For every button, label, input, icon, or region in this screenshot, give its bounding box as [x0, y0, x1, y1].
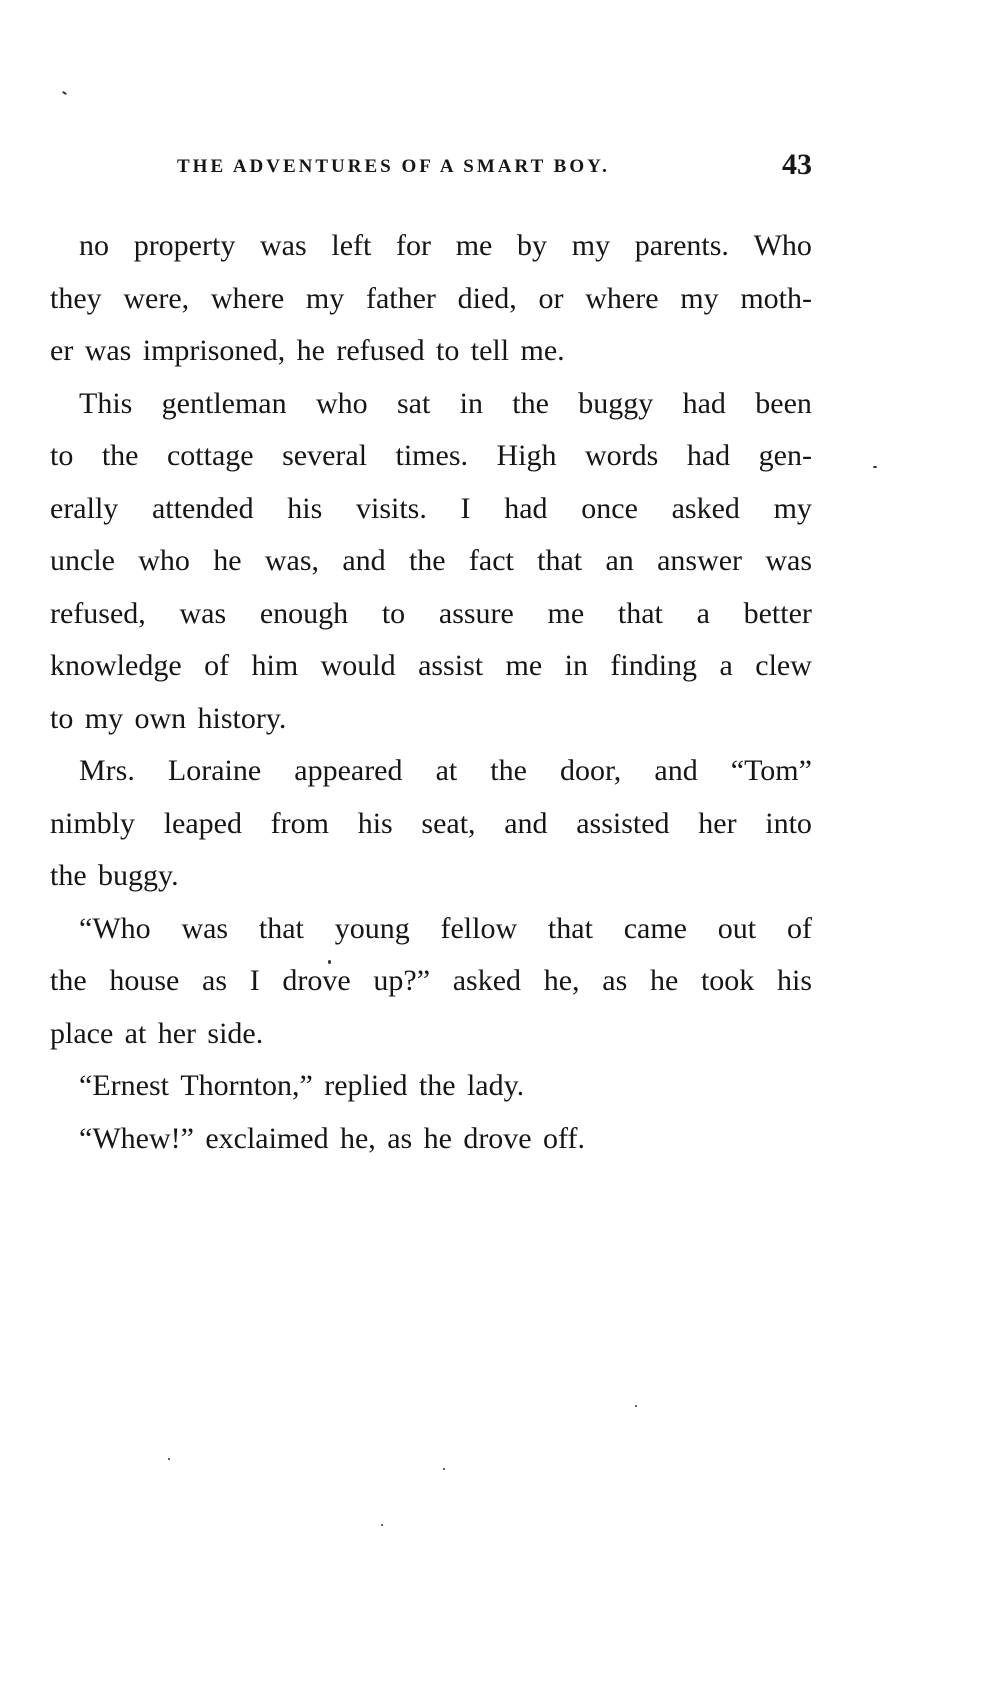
word: to — [436, 334, 460, 367]
word: his — [776, 964, 812, 997]
word: that — [537, 544, 583, 577]
word: drove — [282, 964, 351, 997]
word: into — [765, 806, 812, 840]
text-line — [50, 798, 812, 851]
word: to — [50, 439, 74, 472]
word: at — [124, 1016, 147, 1050]
word: were, — [123, 281, 190, 315]
running-title: THE ADVENTURES OF A SMART BOY. — [177, 156, 610, 177]
word: off. — [543, 1121, 585, 1155]
paragraph — [50, 378, 812, 746]
word: tell — [470, 334, 510, 367]
word: er — [50, 334, 74, 367]
word: that — [258, 911, 304, 945]
paragraph — [50, 1060, 812, 1113]
word: as — [387, 1121, 413, 1155]
word: uncle — [50, 544, 115, 577]
word: “Whew!” — [79, 1121, 194, 1155]
word: the — [418, 1069, 456, 1102]
word: was, — [264, 544, 320, 577]
paragraph — [50, 220, 812, 378]
text-line — [50, 693, 812, 746]
word: my — [773, 491, 812, 525]
word: This — [79, 386, 133, 420]
word: a — [719, 649, 733, 682]
word: or — [538, 281, 564, 315]
word: had — [686, 439, 731, 472]
word: he, — [339, 1121, 376, 1155]
word: where — [585, 281, 659, 315]
word: appeared — [294, 754, 403, 787]
word: me — [547, 596, 585, 630]
word: he — [423, 1121, 452, 1155]
word: sat — [396, 386, 431, 420]
word: the — [512, 386, 549, 420]
text-line — [50, 1008, 812, 1061]
paragraph — [50, 745, 812, 903]
word: he — [296, 334, 325, 367]
word: my — [305, 281, 345, 315]
word: no — [79, 229, 109, 262]
word: assisted — [576, 806, 670, 840]
word: me — [505, 649, 543, 682]
word: in — [459, 386, 483, 420]
word: took — [700, 964, 755, 997]
scan-speck — [381, 1524, 383, 1526]
word: Mrs. — [79, 754, 135, 787]
word: he — [649, 964, 679, 997]
word: enough — [259, 596, 349, 630]
word: lady. — [466, 1069, 525, 1102]
text-line — [50, 1060, 812, 1113]
word: assist — [418, 649, 484, 682]
word: me. — [520, 334, 565, 367]
word: left — [331, 229, 372, 262]
word: died, — [457, 281, 517, 315]
word: was — [181, 911, 229, 945]
word: where — [210, 281, 285, 315]
word: at — [435, 754, 458, 787]
word: came — [623, 911, 687, 945]
word: property — [133, 229, 236, 262]
paragraph — [50, 1113, 812, 1166]
text-line — [50, 903, 812, 956]
word: fact — [468, 544, 514, 577]
word: me — [455, 229, 493, 262]
text-line — [50, 850, 812, 903]
word: as — [602, 964, 628, 997]
word: my — [571, 229, 611, 262]
word: several — [282, 439, 368, 472]
word: and — [654, 754, 698, 787]
word: to — [50, 701, 74, 735]
scan-speck — [635, 1405, 637, 1407]
word: attended — [151, 491, 254, 525]
word: drove — [463, 1121, 532, 1155]
word: fellow — [440, 911, 518, 945]
word: side. — [207, 1016, 264, 1050]
text-line — [50, 273, 812, 326]
word: had — [682, 386, 726, 420]
word: of — [786, 911, 812, 945]
text-line — [50, 483, 812, 536]
word: assure — [438, 596, 514, 630]
word: nimbly — [50, 806, 136, 840]
word: buggy. — [98, 859, 179, 892]
word: her — [698, 806, 737, 840]
word: the — [50, 859, 87, 892]
word: they — [50, 281, 102, 315]
word: his — [357, 806, 393, 840]
word: was — [84, 334, 132, 367]
word: “Tom” — [730, 754, 812, 787]
word: buggy — [578, 386, 654, 420]
word: that — [617, 596, 663, 630]
text-line — [50, 588, 812, 641]
body-text — [50, 220, 812, 1165]
word: for — [396, 229, 432, 262]
word: my — [84, 701, 124, 735]
text-line — [50, 955, 812, 1008]
word: refused — [336, 334, 425, 367]
word: I — [249, 964, 260, 997]
word: the — [408, 544, 446, 577]
word: and — [342, 544, 386, 577]
word: asked — [671, 491, 740, 525]
word: of — [204, 649, 230, 682]
word: cottage — [166, 439, 254, 472]
word: to — [381, 596, 406, 630]
word: visits. — [356, 491, 427, 525]
word: moth- — [740, 281, 812, 315]
word: was — [260, 229, 307, 262]
word: gen- — [758, 439, 812, 472]
word: who — [138, 544, 190, 577]
word: answer — [657, 544, 743, 577]
word: seat, — [421, 806, 476, 840]
word: by — [517, 229, 548, 262]
word: High — [496, 439, 557, 472]
text-line — [50, 1113, 812, 1166]
word: he, — [543, 964, 580, 997]
word: would — [320, 649, 396, 682]
word: who — [315, 386, 368, 420]
word: the — [490, 754, 527, 787]
page-number: 43 — [782, 148, 812, 181]
scan-speck — [443, 1468, 445, 1470]
word: from — [270, 806, 329, 840]
word: he — [213, 544, 242, 577]
word: times. — [395, 439, 469, 472]
scan-speck — [62, 91, 67, 96]
word: place — [50, 1016, 114, 1050]
word: parents. — [634, 229, 729, 262]
word: Loraine — [167, 754, 262, 787]
word: asked — [452, 964, 522, 997]
word: been — [755, 386, 812, 420]
word: a — [696, 596, 710, 630]
text-line — [50, 640, 812, 693]
text-line — [50, 430, 812, 483]
word: knowledge — [50, 649, 182, 682]
text-line — [50, 745, 812, 798]
word: finding — [610, 649, 698, 682]
word: once — [581, 491, 638, 525]
word: young — [334, 911, 410, 945]
word: the — [101, 439, 139, 472]
word: clew — [755, 649, 812, 682]
word: better — [743, 596, 812, 630]
word: out — [717, 911, 757, 945]
word: as — [202, 964, 228, 997]
text-line — [50, 535, 812, 588]
word: replied — [324, 1069, 408, 1102]
word: was — [765, 544, 812, 577]
word: house — [109, 964, 180, 997]
word: had — [504, 491, 548, 525]
word: her — [157, 1016, 197, 1050]
word: history. — [197, 701, 287, 735]
scan-speck — [873, 466, 877, 468]
text-line — [50, 378, 812, 431]
word: up?” — [373, 964, 431, 997]
text-line — [50, 220, 812, 273]
word: that — [547, 911, 593, 945]
word: my — [680, 281, 719, 315]
word: refused, — [50, 596, 146, 630]
word: “Ernest — [79, 1069, 169, 1102]
word: was — [179, 596, 227, 630]
word: “Who — [79, 911, 151, 945]
word: an — [605, 544, 634, 577]
word: door, — [560, 754, 622, 787]
word: Thornton,” — [180, 1069, 313, 1102]
word: exclaimed — [205, 1121, 329, 1155]
scan-speck — [328, 960, 331, 964]
scan-speck — [168, 1458, 170, 1460]
paragraph — [50, 903, 812, 1061]
word: gentleman — [161, 386, 287, 420]
word: the — [50, 964, 87, 997]
word: him — [251, 649, 299, 682]
word: father — [365, 281, 436, 315]
page-header — [50, 148, 812, 188]
word: Who — [753, 229, 812, 262]
word: words — [584, 439, 659, 472]
word: I — [460, 491, 471, 525]
word: erally — [50, 491, 119, 525]
word: and — [504, 806, 548, 840]
word: imprisoned, — [142, 334, 286, 367]
text-line — [50, 325, 812, 378]
word: in — [564, 649, 588, 682]
word: his — [287, 491, 323, 525]
word: own — [134, 701, 187, 735]
word: leaped — [163, 806, 242, 840]
